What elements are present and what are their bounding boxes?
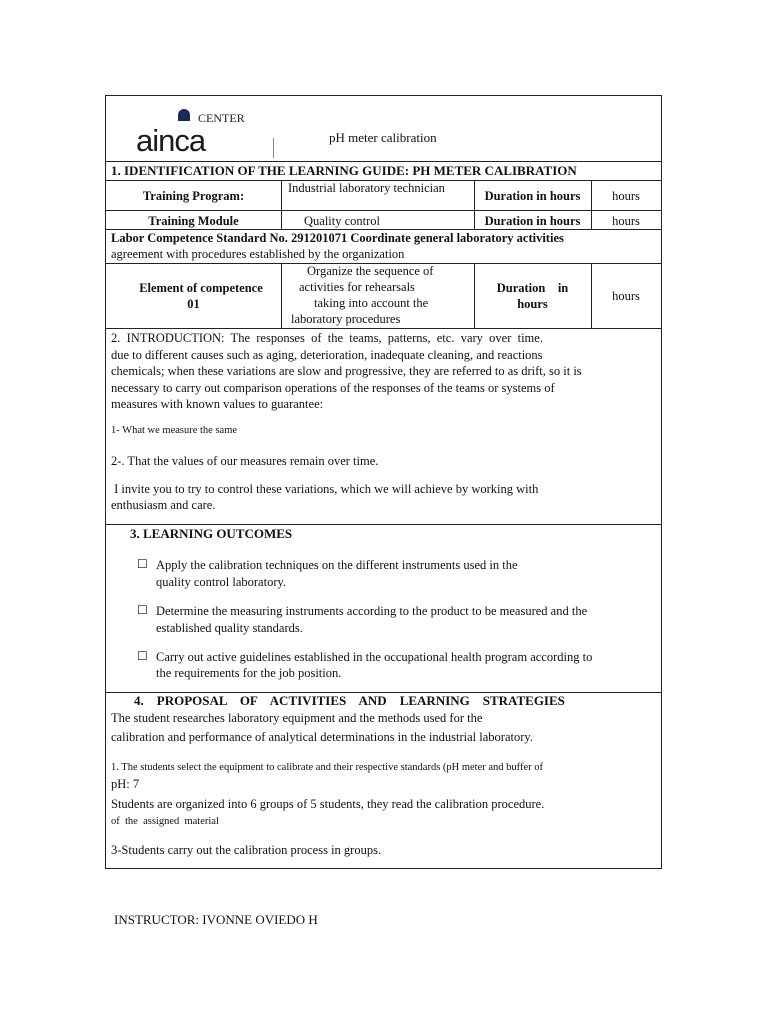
activities-step-1-line-2: pH: 7	[111, 777, 140, 791]
labor-standard-line-2: agreement with procedures established by the organization	[111, 247, 405, 261]
training-module-value: Quality control	[304, 214, 381, 228]
intro-point-2: 2-. That the values of our measures remain over time.	[111, 454, 379, 468]
divider	[106, 210, 661, 211]
activities-step-2-line-2: of the assigned material	[111, 816, 219, 827]
intro-line-1: 2. INTRODUCTION: The responses of the teams, patterns, etc. vary over time.	[111, 331, 543, 345]
activities-line-1: The student researches laboratory equipment and the methods used for the	[111, 711, 483, 725]
outcome-3-line-2: the requirements for the job position.	[156, 666, 342, 680]
element-label-line-1: Element of competence	[139, 281, 263, 295]
logo-subtitle: CENTER	[198, 111, 245, 125]
logo-divider	[273, 138, 274, 158]
checkbox-icon: ☐	[137, 603, 148, 617]
document-title: pH meter calibration	[329, 130, 437, 145]
element-value-line-3: taking into account the	[314, 296, 429, 310]
element-duration-line-1: Duration in	[496, 281, 569, 295]
element-label-line-2: 01	[187, 297, 200, 311]
outcome-1-line-1: Apply the calibration techniques on the different instruments used in the	[156, 558, 518, 572]
divider	[106, 524, 661, 525]
module-duration-label: Duration in hours	[484, 214, 581, 228]
intro-line-4: necessary to carry out comparison operations of the responses of the teams or systems of	[111, 381, 555, 395]
element-duration-unit: hours	[612, 289, 640, 303]
training-program-value: Industrial laboratory technician	[288, 181, 445, 195]
outcome-2-line-1: Determine the measuring instruments according to the product to be measured and the	[156, 604, 588, 618]
intro-line-2: due to different causes such as aging, deterioration, inadequate cleaning, and reactions	[111, 348, 543, 362]
training-program-label: Training Program:	[142, 189, 245, 203]
program-duration-unit: hours	[612, 189, 640, 203]
activities-line-2: calibration and performance of analytical determinations in the industrial laboratory.	[111, 730, 533, 744]
element-value-line-4: laboratory procedures	[291, 312, 401, 326]
module-duration-unit: hours	[612, 214, 640, 228]
intro-line-3: chemicals; when these variations are slow and progressive, they are referred to as drift, so it is	[111, 364, 582, 378]
logo-text: ainca	[136, 123, 206, 158]
activities-step-3: 3-Students carry out the calibration process in groups.	[111, 843, 382, 857]
outcome-2-line-2: established quality standards.	[156, 621, 303, 635]
checkbox-icon: ☐	[137, 649, 148, 663]
intro-line-5: measures with known values to guarantee:	[111, 397, 324, 411]
program-duration-label: Duration in hours	[484, 189, 581, 203]
outcome-1-line-2: quality control laboratory.	[156, 575, 287, 589]
activities-step-1-line-1: 1. The students select the equipment to calibrate and their respective standards (pH meter and buffer of	[111, 762, 544, 773]
intro-closing-line-2: enthusiasm and care.	[111, 498, 216, 512]
learning-outcomes-heading: 3. LEARNING OUTCOMES	[130, 526, 293, 541]
section-1-heading: 1. IDENTIFICATION OF THE LEARNING GUIDE: PH METER CALIBRATION	[111, 163, 577, 178]
element-value-line-1: Organize the sequence of	[307, 264, 434, 278]
logo-mark-icon	[178, 109, 190, 121]
element-duration-line-2: hours	[517, 297, 548, 311]
divider	[106, 328, 661, 329]
intro-point-1: 1- What we measure the same	[111, 425, 238, 436]
checkbox-icon: ☐	[137, 557, 148, 571]
outcome-3-line-1: Carry out active guidelines established in the occupational health program according to	[156, 650, 593, 664]
training-module-label: Training Module	[148, 214, 239, 228]
labor-standard-line-1: Labor Competence Standard No. 291201071 Coordinate general laboratory activities	[111, 231, 564, 245]
divider	[281, 180, 282, 229]
divider	[106, 161, 661, 162]
learning-guide-table	[105, 95, 662, 869]
intro-closing-line-1: I invite you to try to control these variations, which we will achieve by working with	[111, 482, 539, 496]
element-value-line-2: activities for rehearsals	[299, 280, 415, 294]
activities-heading: 4. PROPOSAL OF ACTIVITIES AND LEARNING STRATEGIES	[134, 693, 565, 708]
activities-step-2-line-1: Students are organized into 6 groups of 5 students, they read the calibration procedure.	[111, 797, 545, 811]
instructor-name: INSTRUCTOR: IVONNE OVIEDO H	[114, 912, 318, 927]
